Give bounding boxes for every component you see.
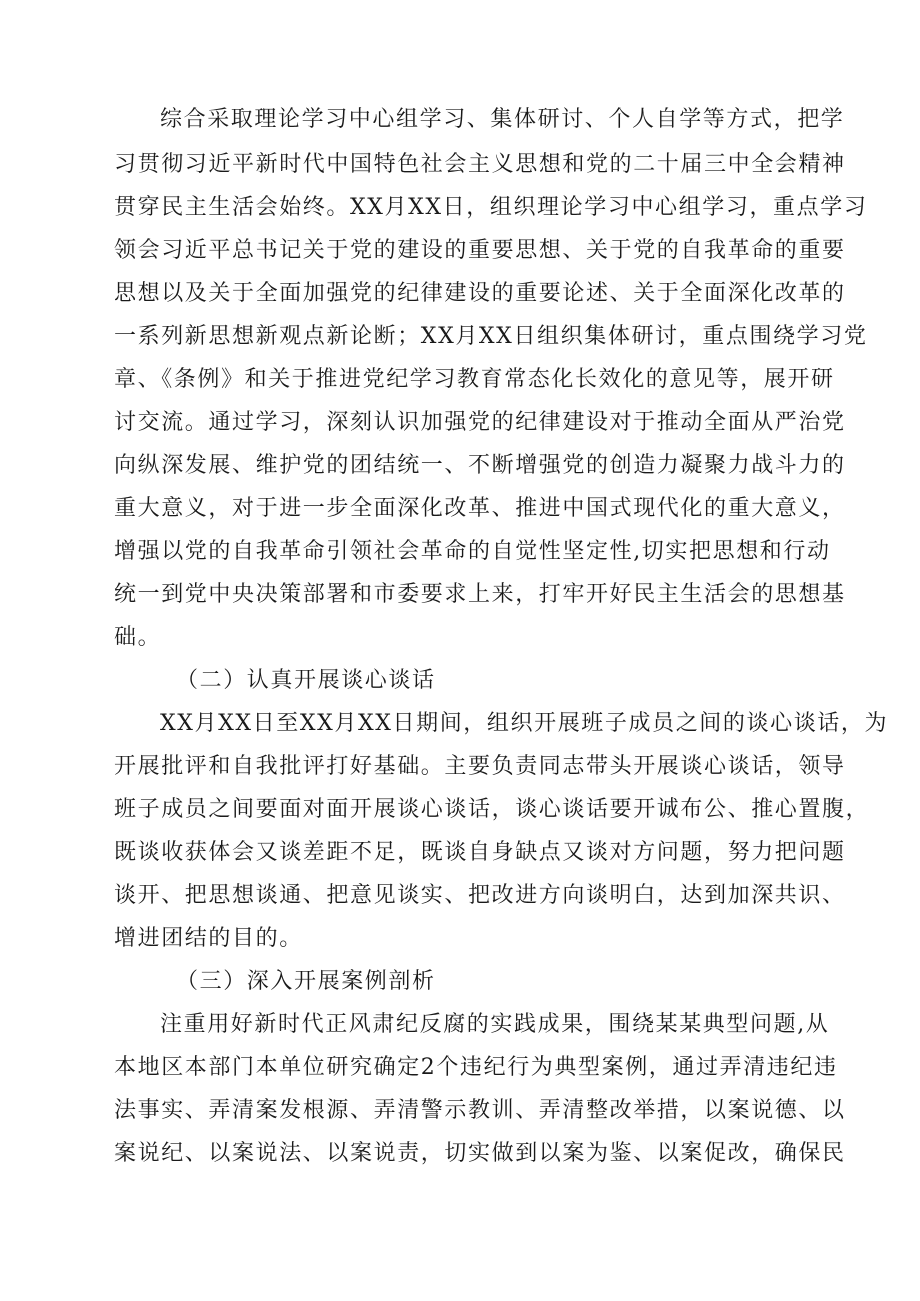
paragraph-line: 既谈收获体会又谈差距不足，既谈自身缺点又谈对方问题，努力把问题 bbox=[114, 840, 846, 865]
paragraph-line: 法事实、弄清案发根源、弄清警示教训、弄清整改举措，以案说德、以 bbox=[114, 1098, 846, 1123]
paragraph-line: 向纵深发展、维护党的团结统一、不断增强党的创造力凝聚力战斗力的 bbox=[114, 453, 846, 478]
paragraph-line: 章、《条例》和关于推进党纪学习教育常态化长效化的意见等，展开研 bbox=[114, 367, 835, 392]
section-heading: （二）认真开展谈心谈话 bbox=[176, 668, 436, 693]
paragraph-line: 谈开、把思想谈通、把意见谈实、把改进方向谈明白，达到加深共识、 bbox=[114, 883, 846, 908]
paragraph-line: 综合采取理论学习中心组学习、集体研讨、个人自学等方式，把学 bbox=[160, 107, 845, 132]
paragraph-line: 注重用好新时代正风肃纪反腐的实践成果，围绕某某典型问题,从 bbox=[160, 1012, 830, 1037]
paragraph-line: 习贯彻习近平新时代中国特色社会主义思想和党的二十届三中全会精神 bbox=[114, 152, 846, 177]
paragraph-line: 础。 bbox=[114, 625, 162, 650]
paragraph-line: 领会习近平总书记关于党的建设的重要思想、关于党的自我革命的重要 bbox=[114, 238, 846, 263]
paragraph-line: XX月XX日至XX月XX日期间，组织开展班子成员之间的谈心谈话，为 bbox=[160, 711, 889, 736]
paragraph-line: 重大意义，对于进一步全面深化改革、推进中国式现代化的重大意义， bbox=[114, 496, 846, 521]
paragraph-line: 本地区本部门本单位研究确定2个违纪行为典型案例，通过弄清违纪违 bbox=[114, 1055, 838, 1080]
paragraph-line: 案说纪、以案说法、以案说责，切实做到以案为鉴、以案促改，确保民 bbox=[114, 1141, 846, 1166]
paragraph-line: 班子成员之间要面对面开展谈心谈话，谈心谈话要开诚布公、推心置腹， bbox=[114, 797, 870, 822]
paragraph-line: 讨交流。通过学习，深刻认识加强党的纪律建设对于推动全面从严治党 bbox=[114, 410, 846, 435]
paragraph-line: 一系列新思想新观点新论断；XX月XX日组织集体研讨，重点围绕学习党 bbox=[114, 324, 868, 349]
paragraph-line: 贯穿民主生活会始终。XX月XX日，组织理论学习中心组学习，重点学习 bbox=[114, 195, 868, 220]
paragraph-line: 统一到党中央决策部署和市委要求上来，打牢开好民主生活会的思想基 bbox=[114, 582, 846, 607]
section-heading: （三）深入开展案例剖析 bbox=[176, 969, 436, 994]
paragraph-line: 思想以及关于全面加强党的纪律建设的重要论述、关于全面深化改革的 bbox=[114, 281, 846, 306]
paragraph-line: 开展批评和自我批评打好基础。主要负责同志带头开展谈心谈话，领导 bbox=[114, 754, 846, 779]
paragraph-line: 增进团结的目的。 bbox=[114, 926, 303, 951]
paragraph-line: 增强以党的自我革命引领社会革命的自觉性坚定性,切实把思想和行动 bbox=[114, 539, 831, 564]
